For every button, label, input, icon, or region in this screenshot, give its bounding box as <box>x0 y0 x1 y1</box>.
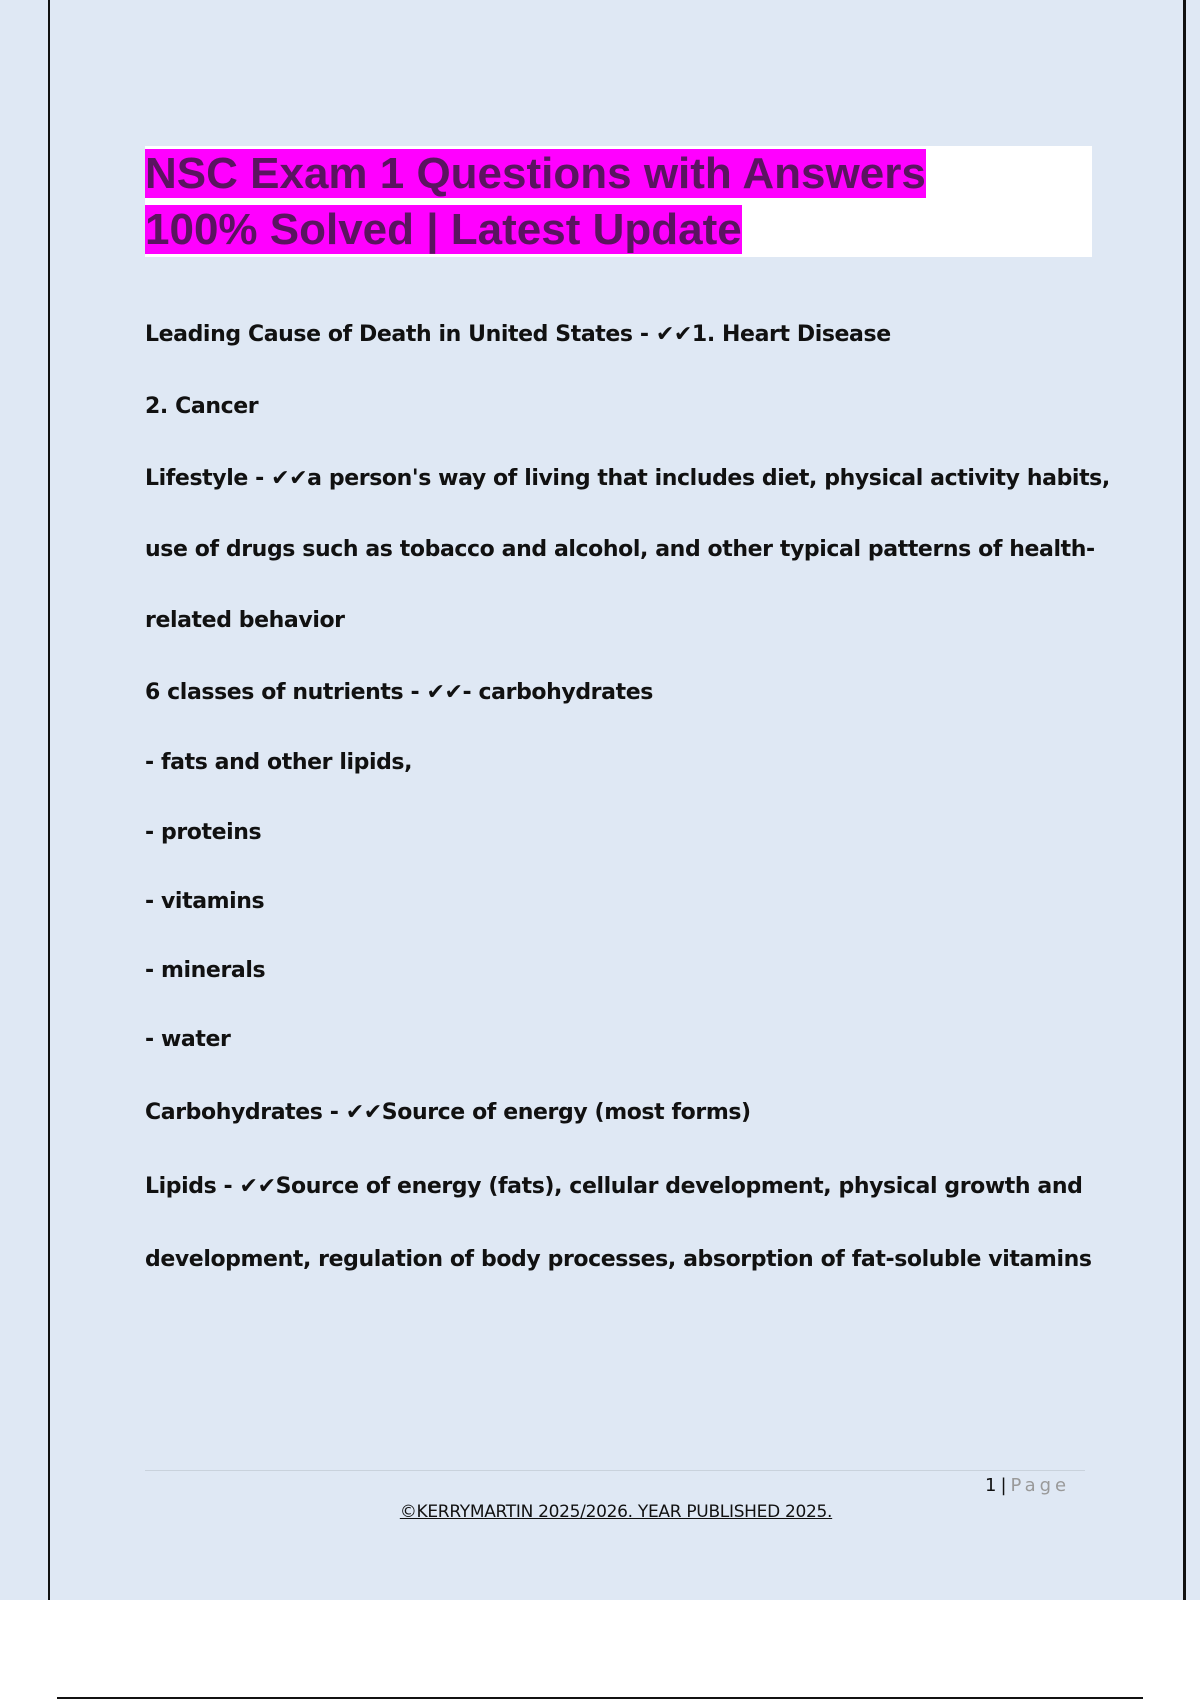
document-title <box>145 146 1092 258</box>
copyright-notice: ©KERRYMARTIN 2025/2026. YEAR PUBLISHED 2025. <box>399 1502 833 1522</box>
body-line: - minerals <box>145 958 266 983</box>
body-line: 6 classes of nutrients - ✔✔- carbohydrates <box>145 680 653 705</box>
body-line: use of drugs such as tobacco and alcohol, and other typical patterns of health- <box>145 537 1095 562</box>
body-line: 2. Cancer <box>145 394 259 419</box>
page-number-value: 1 <box>985 1475 997 1496</box>
page-number <box>985 1475 1070 1496</box>
body-line: development, regulation of body processes, absorption of fat-soluble vitamins <box>145 1247 1092 1272</box>
page-left-border <box>48 0 50 1600</box>
page-number-separator: | <box>1000 1475 1007 1496</box>
body-line: Leading Cause of Death in United States - ✔✔1. Heart Disease <box>145 322 891 347</box>
title-line-2: 100% Solved | Latest Update <box>145 205 742 254</box>
title-line-1: NSC Exam 1 Questions with Answers <box>145 149 926 198</box>
bottom-divider <box>57 1697 1143 1699</box>
page-right-border <box>1183 0 1186 1600</box>
body-line: related behavior <box>145 608 345 633</box>
body-line: - water <box>145 1027 231 1052</box>
footer-divider <box>145 1470 1085 1471</box>
body-line: - proteins <box>145 820 262 845</box>
body-line: Lifestyle - ✔✔a person's way of living that includes diet, physical activity habits, <box>145 466 1110 491</box>
page-label: Page <box>1010 1475 1071 1496</box>
title-block <box>145 146 1092 257</box>
body-line: - vitamins <box>145 889 265 914</box>
body-line: - fats and other lipids, <box>145 750 413 775</box>
body-line: Carbohydrates - ✔✔Source of energy (most forms) <box>145 1100 751 1125</box>
body-line: Lipids - ✔✔Source of energy (fats), cellular development, physical growth and <box>145 1174 1083 1199</box>
